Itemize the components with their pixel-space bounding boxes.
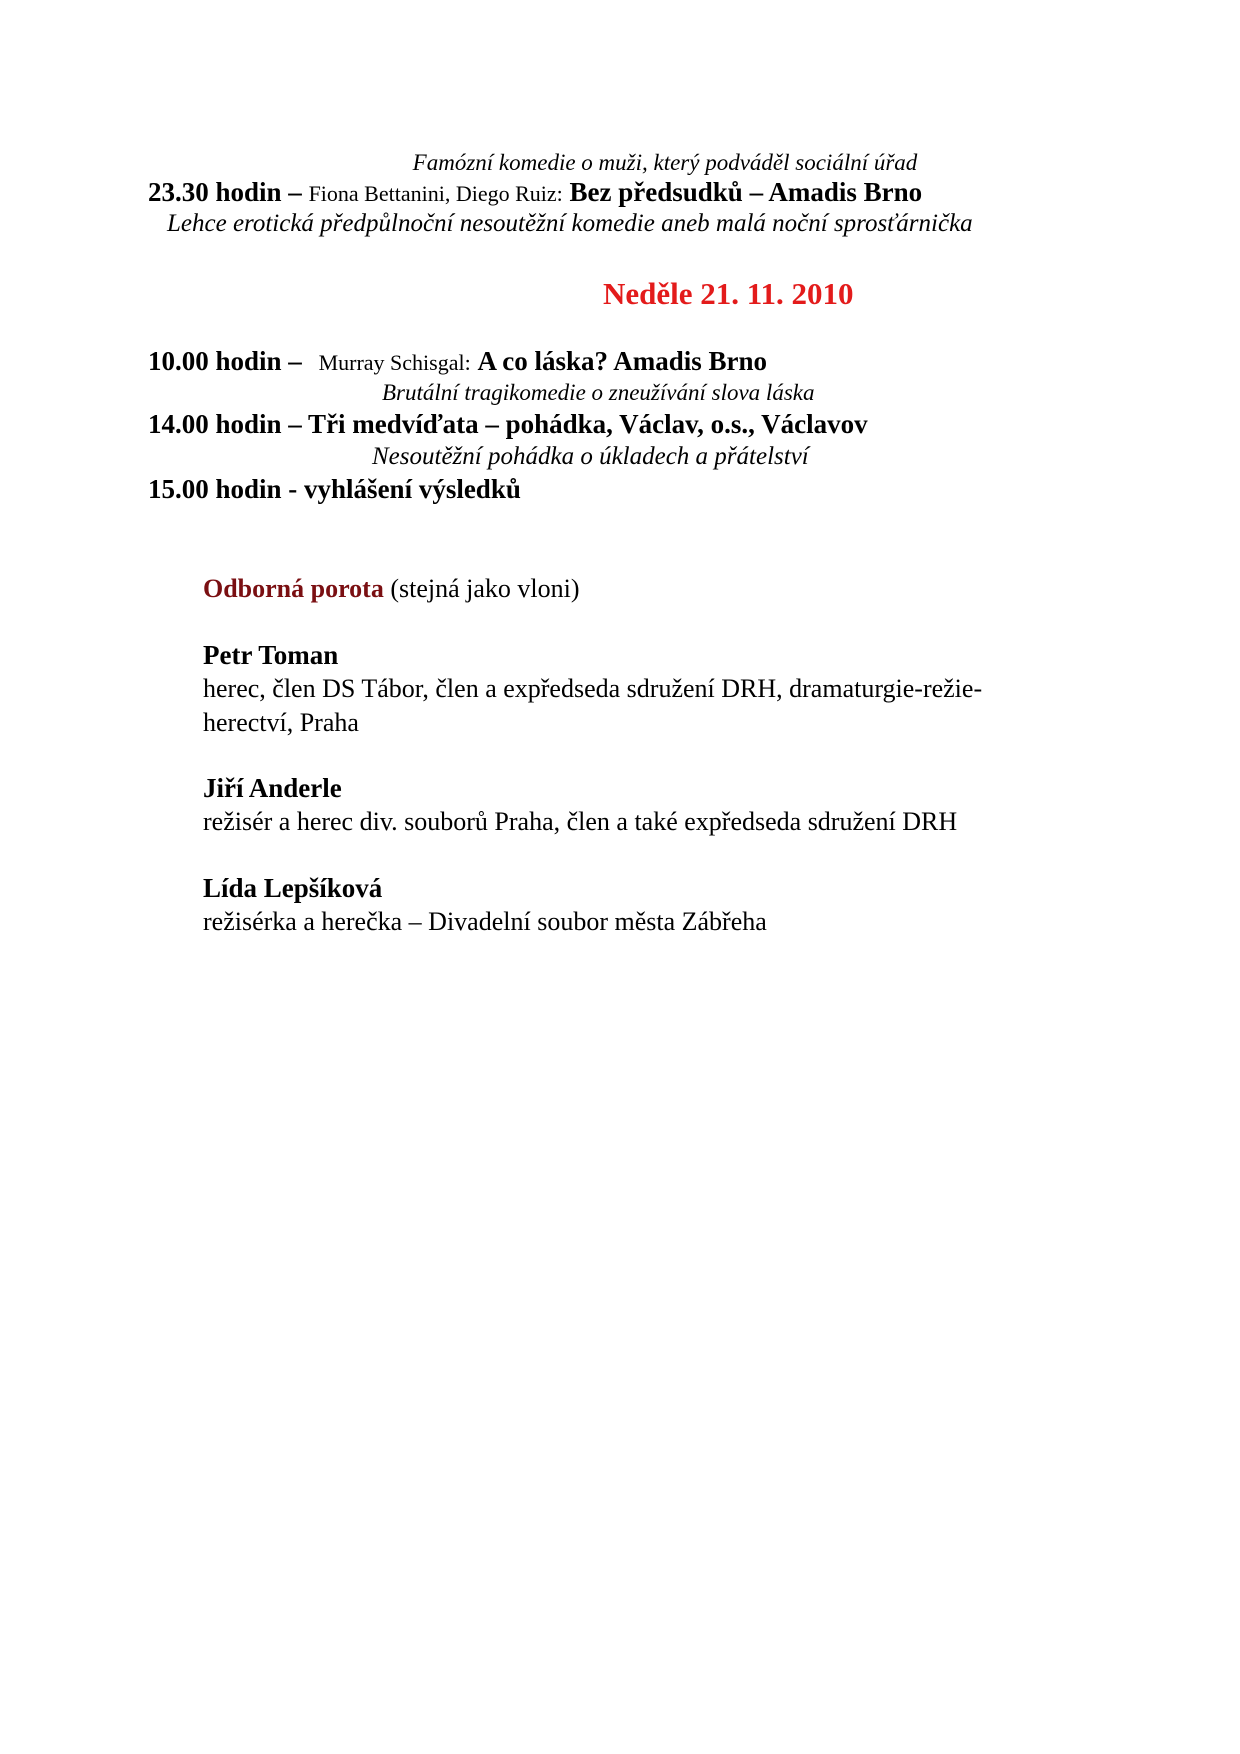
schedule-item: [148, 346, 767, 377]
jury-member-name: Petr Toman: [203, 640, 339, 670]
event-description: Nesoutěžní pohádka o úkladech a přátelství: [372, 443, 809, 470]
event-description: Famózní komedie o muži, který podváděl sociální úřad: [412, 150, 918, 175]
schedule-item: 14.00 hodin – Tři medvíďata – pohádka, Václav, o.s., Václavov: [148, 409, 868, 439]
day-heading: Neděle 21. 11. 2010: [603, 276, 854, 311]
schedule-title: A co láska? Amadis Brno: [477, 346, 768, 376]
jury-member-role: režisérka a herečka – Divadelní soubor města Zábřeha: [203, 907, 767, 936]
schedule-time: 10.00 hodin –: [148, 346, 302, 376]
jury-member-name: Lída Lepšíková: [203, 873, 383, 903]
jury-title: Odborná porota: [203, 574, 384, 603]
event-description: Lehce erotická předpůlnoční nesoutěžní komedie aneb malá noční sprosťárnička: [167, 210, 973, 237]
jury-member-role: herectví, Praha: [203, 708, 359, 737]
schedule-item: 15.00 hodin - vyhlášení výsledků: [148, 474, 521, 504]
jury-member-role: herec, člen DS Tábor, člen a expředseda sdružení DRH, dramaturgie-režie-: [203, 674, 983, 703]
schedule-time: 23.30 hodin –: [148, 177, 302, 207]
jury-note: (stejná jako vloni): [383, 574, 580, 603]
event-description: Brutální tragikomedie o zneužívání slova láska: [382, 380, 815, 405]
schedule-authors: Murray Schisgal:: [318, 350, 471, 375]
schedule-item: [148, 177, 922, 208]
schedule-authors: Fiona Bettanini, Diego Ruiz:: [308, 181, 563, 206]
jury-heading: [203, 574, 580, 604]
jury-member-name: Jiří Anderle: [203, 773, 342, 803]
schedule-title: Bez předsudků – Amadis Brno: [569, 177, 923, 207]
jury-member-role: režisér a herec div. souborů Praha, člen a také expředseda sdružení DRH: [203, 807, 958, 836]
